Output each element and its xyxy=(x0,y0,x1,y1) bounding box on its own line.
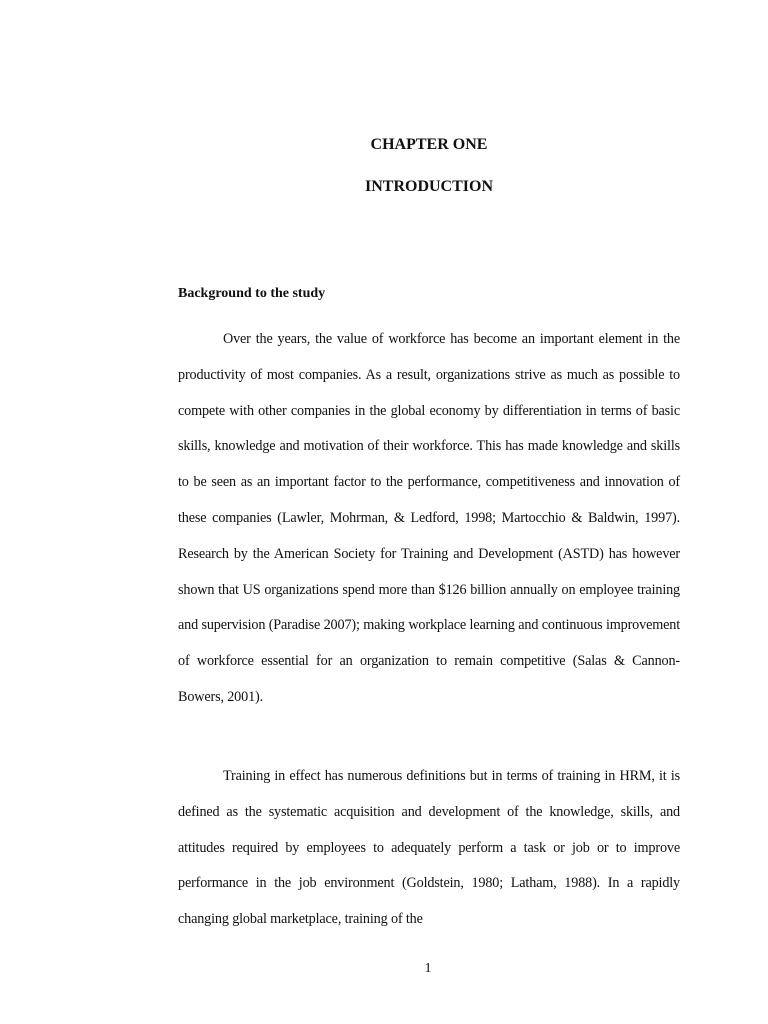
chapter-title: INTRODUCTION xyxy=(364,178,493,195)
section-heading: Background to the study xyxy=(178,286,326,301)
chapter-number: CHAPTER ONE xyxy=(370,136,488,153)
body-paragraph: Over the years, the value of workforce has become an important element in the productivity of most companies. As a result, organizations strive as much as possible to compete with other companies in the global economy by differentiation in terms of basic skills, knowledge and motivation of their workforce. This has made knowledge and skills to be seen as an important factor to the performance, competitiveness and innovation of these companies (Lawler, Mohrman, & Ledford, 1998; Martocchio & Baldwin, 1997). Research by the American Society for Training and Development (ASTD) has however shown that US organizations spend more than $126 billion annually on employee training and supervision (Paradise 2007); making workplace learning and continuous improvement of workforce essential for an organization to remain competitive (Salas & Cannon-Bowers, 2001). xyxy=(178,331,680,705)
body-paragraph: Training in effect has numerous definitions but in terms of training in HRM, it is defined as the systematic acquisition and development of the knowledge, skills, and attitudes required by employees to adequately perform a task or job or to improve performance in the job environment (Goldstein, 1980; Latham, 1988). In a rapidly changing global marketplace, training of the xyxy=(178,768,680,928)
page-number: 1 xyxy=(424,961,432,976)
